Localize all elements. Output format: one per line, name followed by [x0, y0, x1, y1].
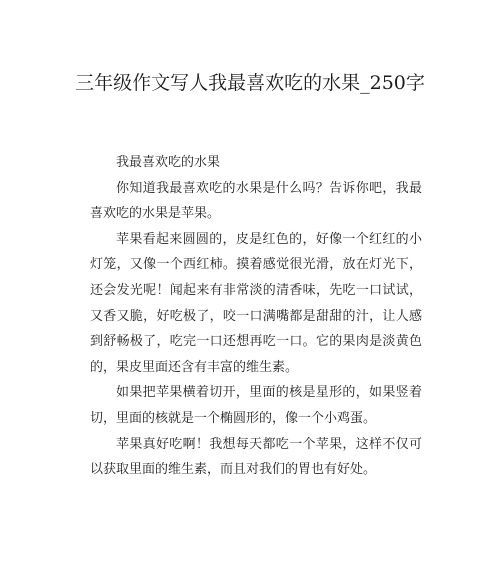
- paragraph-heading: 我最喜欢吃的水果: [116, 155, 221, 170]
- paragraph: 你知道我最喜欢吃的水果是什么吗？告诉你吧，我最喜欢吃的水果是苹果。: [90, 180, 422, 222]
- paragraph: 苹果真好吃啊！我想每天都吃一个苹果，这样不仅可以获取里面的维生素，而且对我们的胃也有好处。: [90, 436, 422, 478]
- document-title: 三年级作文写人我最喜欢吃的水果_250字: [75, 72, 425, 94]
- paragraph: 如果把苹果横着切开，里面的核是星形的，如果竖着切，里面的核就是一个椭圆形的，像一个小鸡蛋。: [90, 385, 422, 426]
- document-body: [90, 150, 422, 483]
- paragraph: 苹果看起来圆圆的，皮是红色的，好像一个红红的小灯笼，又像一个西红柿。摸着感觉很光滑，放在灯光下，还会发光呢！闻起来有非常淡的清香味，先吃一口试试，又香又脆，好吃极了，咬一口满嘴都是甜甜的汁，让人感到舒畅极了，吃完一口还想再吃一口。它的果肉是淡黄色的，果皮里面还含有丰富的维生素。: [90, 231, 422, 375]
